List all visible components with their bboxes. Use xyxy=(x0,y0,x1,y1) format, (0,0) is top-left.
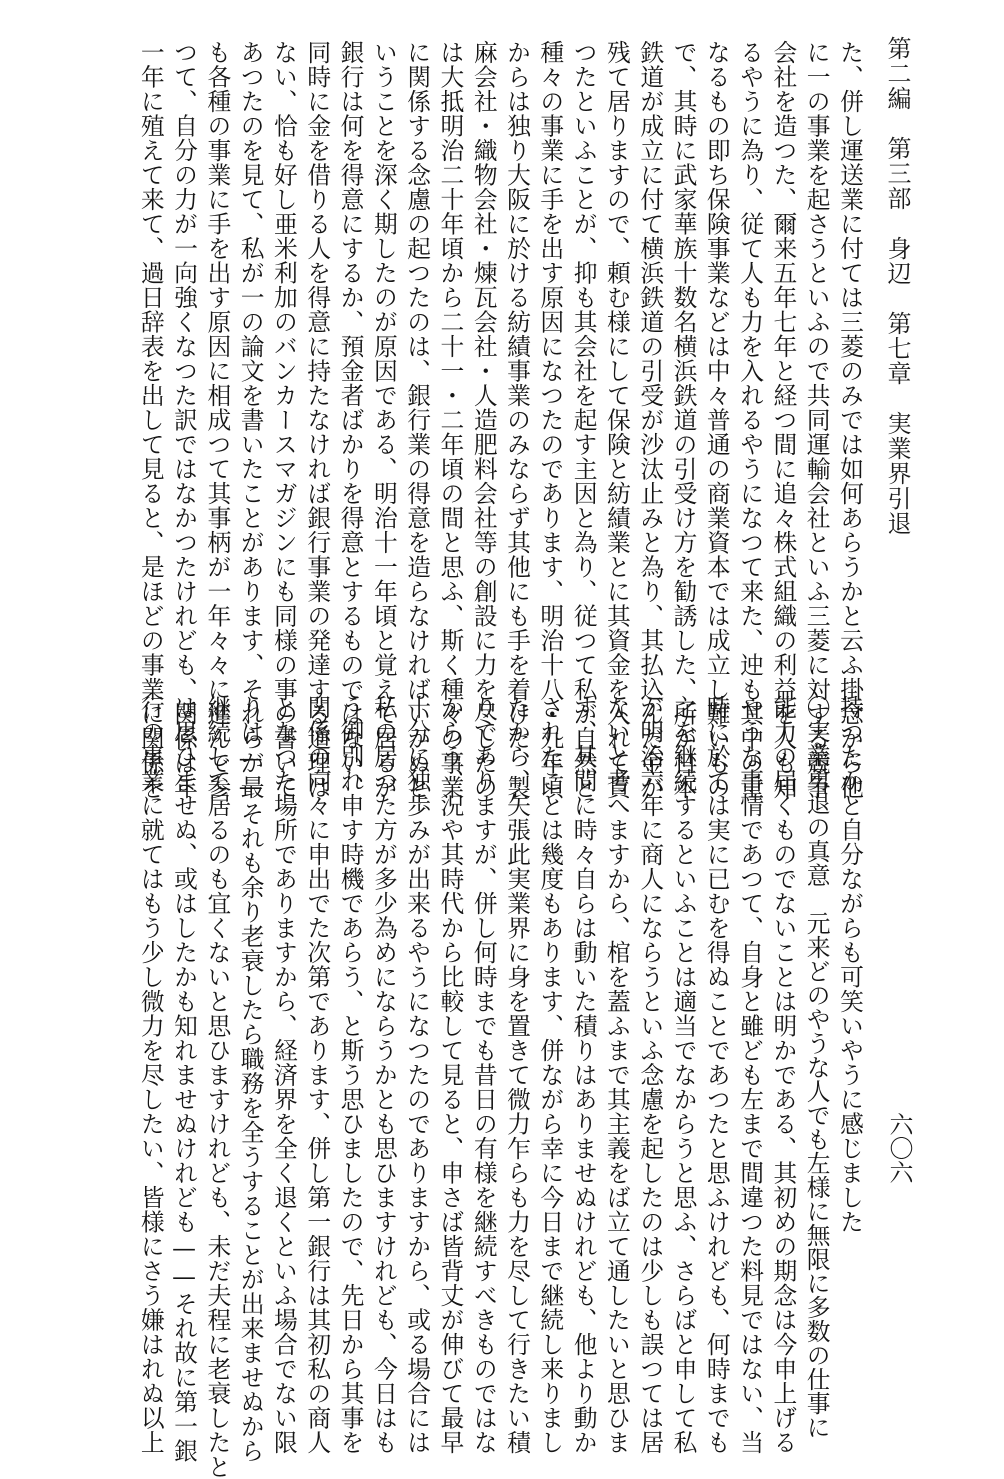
text-column: が明治六年に商人にならうといふ念慮を起したのは少しも誤つては居 xyxy=(636,695,665,1455)
text-column: 十分に独歩みが出来るやうになつたのでありますから、或る場合には xyxy=(403,695,432,1455)
text-column: 行の事業に就てはもう少し微力を尽したい、皆様にさう嫌はれぬ以上 xyxy=(136,695,165,1455)
text-column: 会社を造つた、爾来五年七年と経つ間に追々株式組織の利益を人も知 xyxy=(769,40,798,800)
text-column: に関係する念慮の起つたのは、銀行業の得意を造らなければいかぬと xyxy=(403,40,432,800)
text-column: 持つたかと自分ながらも可笑いやうに感じました xyxy=(836,695,864,1234)
text-column: も各種の事業に手を出す原因に相成つて其事柄が一年々々に進んで参 xyxy=(203,40,232,800)
text-column: 銀行は何を得意にするか、預金者ばかりを得意とするものではない、 xyxy=(336,40,365,800)
running-header: 第二編 第三部 身辺 第七章 実業界引退 xyxy=(883,36,911,536)
text-column: やうな事情であつて、自身と雖ども左まで間違つた料見ではない、当 xyxy=(736,695,765,1455)
lower-text-block xyxy=(133,695,866,1479)
text-column: 残て居りますので、頼む様にして保険と紡績業とに其資金を入れて貰 xyxy=(602,40,631,800)
text-column: あつたのを見て、私が一の論文を書いたことがあります、それらが最 xyxy=(236,40,265,800)
text-column: 同時に金を借りる人を得意に持たなければ銀行事業の発達する道理は xyxy=(303,40,332,800)
text-column: りでありますが、併し何時までも昔日の有様を継続すべきものではな xyxy=(469,695,498,1455)
section-heading-column: 〇実業勇退の真意 元来どのやうな人でも左様に無限に多数の仕事に xyxy=(802,695,831,1439)
text-column: からは独り大阪に於ける紡績事業のみならず其他にも手を着けた、製 xyxy=(503,40,532,800)
text-column: う御別れ申す時機であらう、と斯う思ひましたので、先日から其事を xyxy=(336,695,365,1455)
text-column: は思ひませぬ、或はしたかも知れませぬけれども——それ故に第一銀 xyxy=(170,695,199,1463)
page-number: 六〇六 xyxy=(885,1112,913,1184)
upper-text-block xyxy=(133,40,866,800)
text-column: りは——それも余り老衰したら職務を全うすることが出来ませぬから xyxy=(236,695,265,1463)
text-column: つたといふことが、抑も其会社を起す主因と為り、従つて私が自然と xyxy=(569,40,598,800)
text-column: となつた場所でありますから、経済界を全く退くといふ場合でない限 xyxy=(269,695,298,1455)
text-column: ないと考へますから、棺を蓋ふまで其主義をば立て通したいと思ひま xyxy=(602,695,631,1455)
text-column: いうことを深く期したのが原因である、明治十一年頃と覚えて居るが xyxy=(369,40,398,800)
text-column: 時に於ては実に已むを得ぬことであつたと思ふけれども、何時までも xyxy=(702,695,731,1455)
text-column: なるもの即ち保険事業などは中々普通の商業資本では成立し難いもの xyxy=(702,40,731,800)
text-column: 一年に殖えて来て、過日辞表を出して見ると、是ほどの事業に関係を xyxy=(136,40,165,800)
text-column: で、其時に武家華族十数名横浜鉄道の引受け方を勧誘した、所が日本 xyxy=(669,40,698,800)
text-column: 関係の向々に申出でた次第であります、併し第一銀行は其初私の商人 xyxy=(303,695,332,1455)
text-column: 能力の届くものでないことは明かである、其初めの期念は今申上げる xyxy=(769,695,798,1455)
text-column: に一の事業を起さうといふので共同運輸会社といふ三菱に対する競争 xyxy=(802,40,831,800)
text-column: 之を継続するといふことは適当でなからうと思ふ、さらばと申して私 xyxy=(669,695,698,1455)
text-column: た、併し運送業に付ては三菱のみでは如何あらうかと云ふ掛念から他 xyxy=(836,40,864,800)
text-column: 鉄道が成立に付て横浜鉄道の引受が沙汰止みと為り、其払込んだ金が xyxy=(636,40,665,800)
text-column: 私の居つた方が多少為めにならうかとも思ひますけれども、今日はも xyxy=(369,695,398,1455)
text-column: されたことは幾度もあります、併ながら幸に今日まで継続し来りまし xyxy=(536,695,565,1455)
text-column: は大抵明治二十年頃から二十一・二年頃の間と思ふ、斯く種々の事業 xyxy=(436,40,465,800)
text-column: ない、恰も好し亜米利加のバンカースマガジンにも同様の事の書いて xyxy=(269,40,298,800)
text-column: 種々の事業に手を出す原因になつたのであります、明治十八・九年頃 xyxy=(536,40,565,800)
text-column: 麻会社・織物会社・煉瓦会社・人造肥料会社等の創設に力を尽したの xyxy=(469,40,498,800)
text-column: す、其間に時々自らは動いた積りはありませぬけれども、他より動か xyxy=(569,695,598,1455)
text-column: つて、自分の力が一向強くなつた訳ではなかつたけれども、関係は年 xyxy=(170,40,199,800)
text-column: 継続して居るのも宜くないと思ひますけれども、未だ夫程に老衰したと xyxy=(203,695,232,1479)
text-column: るやうに為り、従て人も力を入れるやうになつて来た、迚も其中の重 xyxy=(736,40,765,800)
text-column: からう、況や其時代から比較して見ると、申さば皆背丈が伸びて最早 xyxy=(436,695,465,1455)
text-column: たから、矢張此実業界に身を置きて微力乍らも力を尽して行きたい積 xyxy=(503,695,532,1455)
